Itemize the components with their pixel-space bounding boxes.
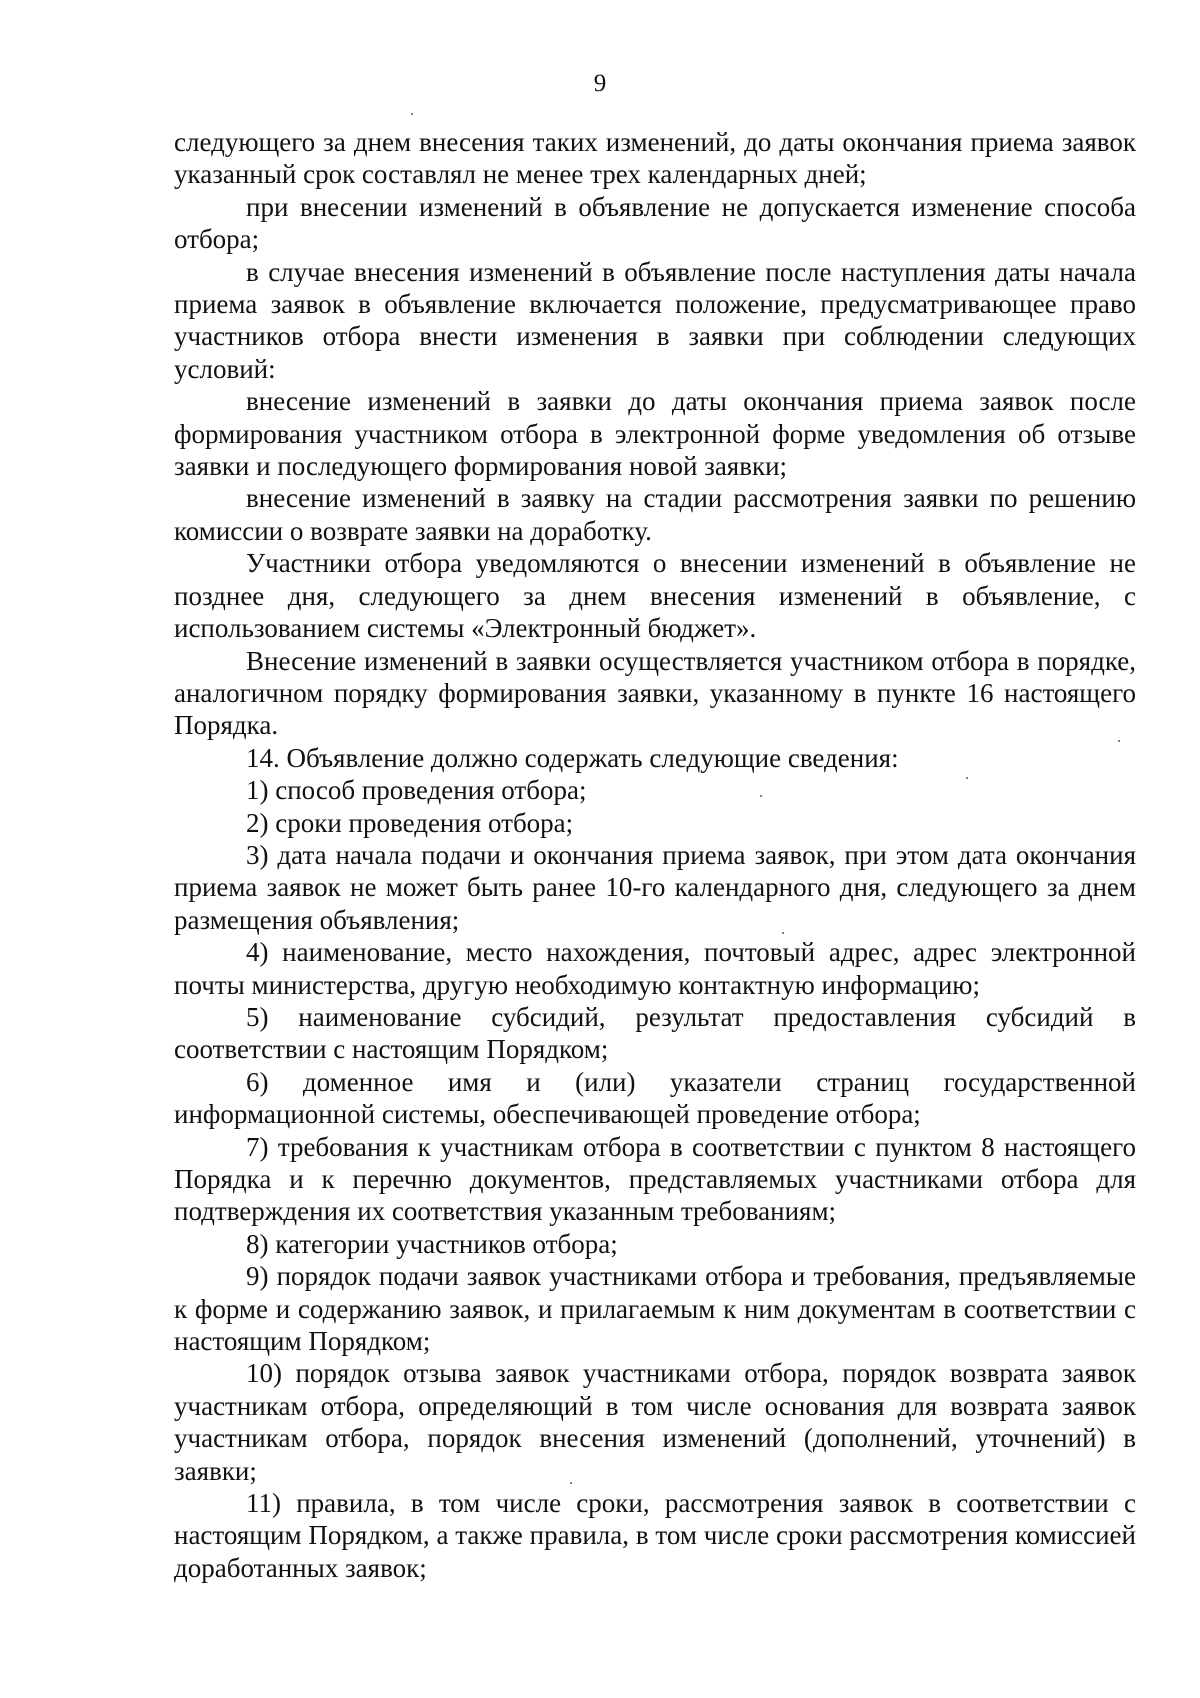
list-item-6: 6) доменное имя и (или) указатели страниц государственной информационной системы, обеспечивающей проведение отбора; — [174, 1066, 1136, 1130]
scan-speck — [1118, 740, 1120, 742]
list-item-5: 5) наименование субсидий, результат предоставления субсидий в соответствии с настоящим Порядком; — [174, 1001, 1136, 1065]
page-number: 9 — [593, 70, 607, 97]
paragraph-changes-after-start: в случае внесения изменений в объявление после наступления даты начала приема заявок в объявление включается положение, предусматривающее право участников отбора внести изменения в заявки при соблюдении следующих условий: — [174, 256, 1136, 384]
clause-14-heading: 14. Объявление должно содержать следующие сведения: — [246, 742, 899, 773]
paragraph-condition-revision: внесение изменений в заявку на стадии рассмотрения заявки по решению комиссии о возврате заявки на доработку. — [174, 483, 1136, 546]
list-item-1: 1) способ проведения отбора; — [246, 775, 587, 806]
scan-speck — [760, 795, 762, 797]
scan-speck — [570, 1482, 572, 1484]
scan-speck — [411, 113, 413, 115]
list-item-4: 4) наименование, место нахождения, почтовый адрес, адрес электронной почты министерства, другую необходимую контактную информацию; — [174, 937, 1136, 1000]
document-body — [174, 126, 1136, 1584]
list-item-9: 9) порядок подачи заявок участниками отбора и требования, предъявляемые к форме и содержанию заявок, и прилагаемым к ним документам в соответствии с настоящим Порядком; — [174, 1261, 1136, 1357]
list-item-7: 7) требования к участникам отбора в соответствии с пунктом 8 настоящего Порядка и к перечню документов, представляемых участниками отбора для подтверждения их соответствия указанным требованиям; — [174, 1131, 1136, 1227]
paragraph-no-change-method: при внесении изменений в объявление не допускается изменение способа отбора; — [174, 191, 1136, 255]
paragraph-amendment-procedure: Внесение изменений в заявки осуществляется участником отбора в порядке, аналогичном порядку формирования заявки, указанному в пункте 16 настоящего Порядка. — [174, 645, 1136, 741]
list-item-10: 10) порядок отзыва заявок участниками отбора, порядок возврата заявок участникам отбора, определяющий в том числе основания для возврата заявок участникам отбора, порядок внесения изменений (дополнений, уточнений) в заявки; — [174, 1358, 1136, 1486]
list-item-11: 11) правила, в том числе сроки, рассмотрения заявок в соответствии с настоящим Порядком, а также правила, в том числе сроки рассмотрения комиссией доработанных заявок; — [174, 1488, 1136, 1583]
paragraph-notification: Участники отбора уведомляются о внесении изменений в объявление не позднее дня, следующего за днем внесения изменений в объявление, с использованием системы «Электронный бюджет». — [174, 548, 1136, 644]
scan-speck — [782, 932, 784, 934]
list-item-3: 3) дата начала подачи и окончания приема заявок, при этом дата окончания приема заявок не может быть ранее 10-го календарного дня, следующего за днем размещения объявления; — [174, 839, 1136, 935]
list-item-8: 8) категории участников отбора; — [246, 1228, 618, 1259]
paragraph-condition-withdrawal: внесение изменений в заявки до даты окончания приема заявок после формирования участником отбора в электронной форме уведомления об отзыве заявки и последующего формирования новой заявки; — [174, 386, 1136, 482]
scan-speck — [966, 777, 968, 779]
list-item-2: 2) сроки проведения отбора; — [246, 807, 574, 838]
paragraph-continuation: следующего за днем внесения таких изменений, до даты окончания приема заявок указанный срок составлял не менее трех календарных дней; — [174, 127, 1136, 190]
